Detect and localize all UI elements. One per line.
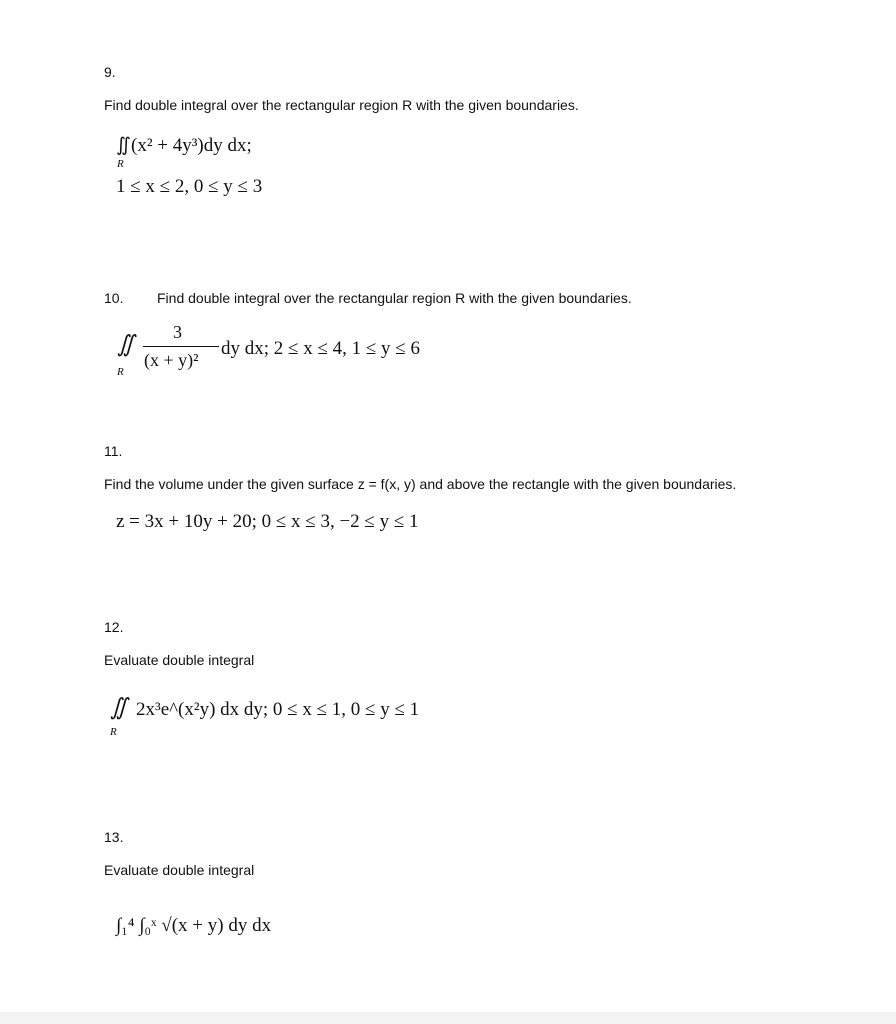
problem-12-integral-sign: ∬ xyxy=(110,693,128,720)
problem-10-instruction: Find double integral over the rectangular region R with the given boundaries. xyxy=(157,290,632,306)
problem-13-instruction: Evaluate double integral xyxy=(104,862,255,878)
problem-12-number: 12. xyxy=(104,619,124,635)
problem-13-number: 13. xyxy=(104,829,124,845)
problem-10-numerator: 3 xyxy=(173,322,182,342)
problem-9-bounds: 1 ≤ x ≤ 2, 0 ≤ y ≤ 3 xyxy=(116,176,263,197)
problem-11-number: 11. xyxy=(104,443,123,459)
problem-13-expression: ∫₁⁴ ∫₀ˣ √(x + y) dy dx xyxy=(116,915,272,936)
problem-9-integral xyxy=(116,134,252,157)
problem-11-instruction: Find the volume under the given surface z = f(x, y) and above the rectangle with the given boundaries. xyxy=(104,476,737,492)
problem-9-region-label: R xyxy=(117,158,124,170)
problem-10-tail: dy dx; 2 ≤ x ≤ 4, 1 ≤ y ≤ 6 xyxy=(221,338,420,359)
problem-10-number: 10. xyxy=(104,290,124,306)
problem-12-expression: 2x³e^(x²y) dx dy; 0 ≤ x ≤ 1, 0 ≤ y ≤ 1 xyxy=(136,699,420,720)
problem-10-region-label: R xyxy=(117,366,124,378)
problem-12-region-label: R xyxy=(110,726,117,738)
problem-9-instruction: Find double integral over the rectangular region R with the given boundaries. xyxy=(104,97,579,113)
page-bottom-edge xyxy=(0,1012,896,1024)
problem-9-integral-text: ∬(x² + 4y³)dy dx; xyxy=(116,135,252,156)
problem-9-number: 9. xyxy=(104,64,116,80)
problem-11-expression: z = 3x + 10y + 20; 0 ≤ x ≤ 3, −2 ≤ y ≤ 1 xyxy=(116,511,419,532)
problem-10-denominator: (x + y)² xyxy=(144,350,199,370)
problem-10-integral-sign: ∬ xyxy=(117,330,135,357)
problem-12-instruction: Evaluate double integral xyxy=(104,652,255,668)
problem-10-fraction-bar xyxy=(143,346,219,347)
